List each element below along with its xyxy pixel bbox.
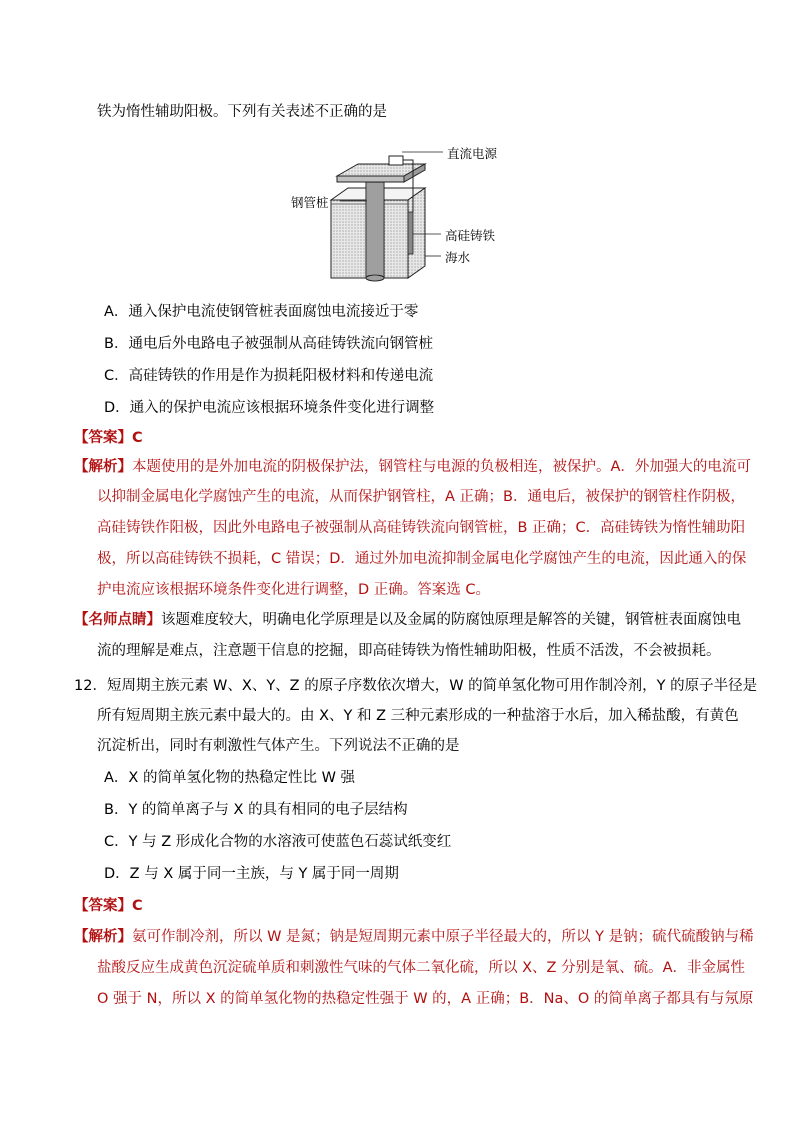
electrolysis-diagram <box>285 140 515 290</box>
question-stem-line: 铁为惰性辅助阳极。下列有关表述不正确的是 <box>97 104 387 120</box>
analysis-line <box>74 457 751 477</box>
analysis-tag: 【解析】 <box>74 929 132 945</box>
analysis-line: O 强于 N，所以 X 的简单氢化物的热稳定性强于 W 的，A 正确；B．Na、O 的简单离子都具有与氖原 <box>97 991 754 1007</box>
tip-text: 该题难度较大，明确电化学原理是以及金属的防腐蚀原理是解答的关键，钢管桩表面腐蚀电 <box>161 612 741 628</box>
analysis-line: 高硅铸铁作阳极，因此外电路电子被强制从高硅铸铁流向钢管桩，B 正确；C．高硅铸铁为惰性辅助阳 <box>97 520 746 536</box>
option-b: B．Y 的简单离子与 X 的具有相同的电子层结构 <box>104 802 408 818</box>
analysis-line: 护电流应该根据环境条件变化进行调整，D 正确。答案选 C。 <box>97 582 491 598</box>
answer-value: C <box>132 898 143 914</box>
tip-line <box>74 610 741 630</box>
analysis-line: 以抑制金属电化学腐蚀产生的电流，从而保护钢管柱，A 正确；B．通电后，被保护的钢管柱作阴极， <box>97 489 745 505</box>
label-seawater: 海水 <box>445 250 471 265</box>
label-dc-power: 直流电源 <box>447 146 498 161</box>
answer-line <box>74 428 143 448</box>
label-cast-iron: 高硅铸铁 <box>445 228 496 243</box>
analysis-text: 氨可作制冷剂，所以 W 是氮；钠是短周期元素中原子半径最大的，所以 Y 是钠；硫代硫酸钠与稀 <box>132 929 754 945</box>
analysis-line: 盐酸反应生成黄色沉淀硫单质和刺激性气味的气体二氧化硫，所以 X、Z 分别是氧、硫。A．非金属性 <box>97 960 746 976</box>
option-c: C．Y 与 Z 形成化合物的水溶液可使蓝色石蕊试纸变红 <box>104 834 452 850</box>
answer-tag: 【答案】 <box>74 430 132 446</box>
answer-value: C <box>132 430 143 446</box>
analysis-text: 本题使用的是外加电流的阴极保护法，钢管柱与电源的负极相连，被保护。A．外加强大的电流可 <box>132 459 751 475</box>
answer-tag: 【答案】 <box>74 898 132 914</box>
question-stem-line: 沉淀析出，同时有刺激性气体产生。下列说法不正确的是 <box>97 738 460 754</box>
tip-tag: 【名师点睛】 <box>74 612 161 628</box>
option-c: C．高硅铸铁的作用是作为损耗阳极材料和传递电流 <box>104 368 434 384</box>
option-a: A．通入保护电流使钢管桩表面腐蚀电流接近于零 <box>104 304 419 320</box>
analysis-line: 极，所以高硅铸铁不损耗，C 错误；D．通过外加电流抑制金属电化学腐蚀产生的电流，因此通入的保 <box>97 551 747 567</box>
analysis-tag: 【解析】 <box>74 459 132 475</box>
label-steel-pile: 钢管桩 <box>291 195 329 210</box>
question-stem-line: 所有短周期主族元素中最大的。由 X、Y 和 Z 三种元素形成的一种盐溶于水后，加入稀盐酸，有黄色 <box>97 708 739 724</box>
option-d: D．Z 与 X 属于同一主族，与 Y 属于同一周期 <box>104 866 399 882</box>
tip-line: 流的理解是难点，注意题干信息的挖掘，即高硅铸铁为惰性辅助阳极，性质不活泼，不会被损耗。 <box>97 643 721 659</box>
option-d: D．通入的保护电流应该根据环境条件变化进行调整 <box>104 400 435 416</box>
answer-line <box>74 896 143 916</box>
diagram-drawing <box>285 140 515 290</box>
option-b: B．通电后外电路电子被强制从高硅铸铁流向钢管桩 <box>104 336 433 352</box>
question-stem-line: 12．短周期主族元素 W、X、Y、Z 的原子序数依次增大，W 的简单氢化物可用作制冷剂，Y 的原子半径是 <box>74 678 758 694</box>
option-a: A．X 的简单氢化物的热稳定性比 W 强 <box>104 770 356 786</box>
analysis-line <box>74 927 754 947</box>
